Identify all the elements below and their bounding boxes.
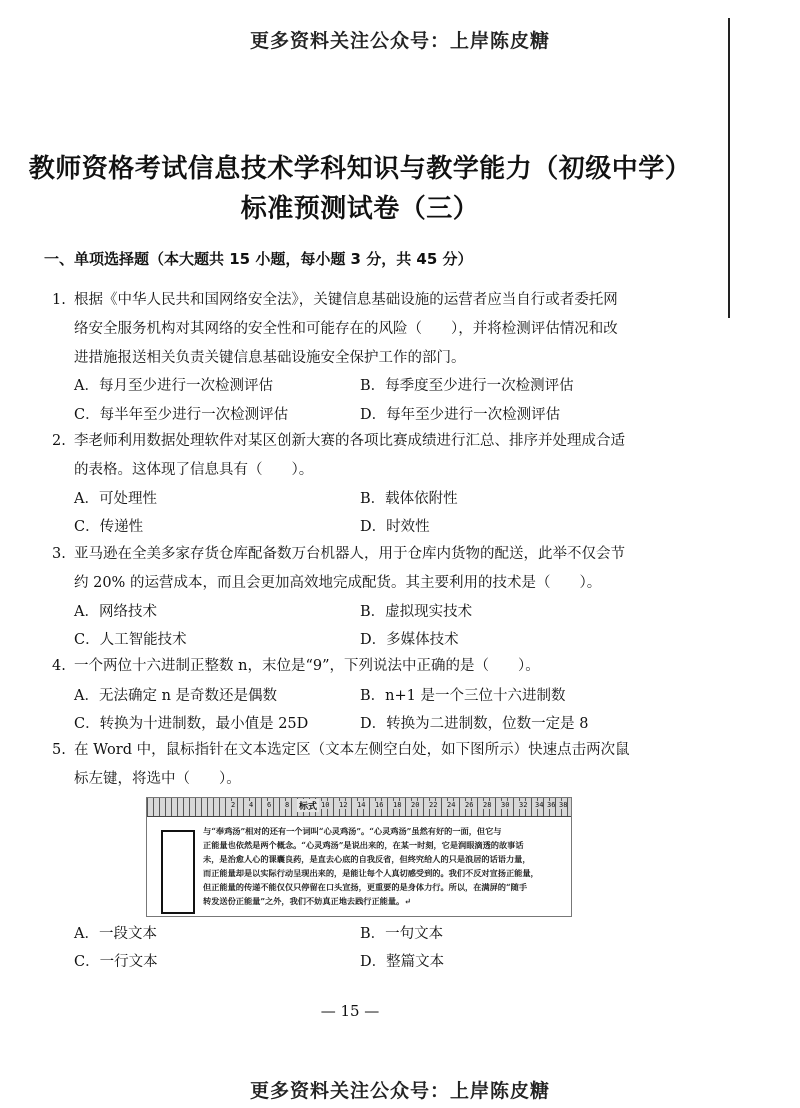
ruler-number: 12: [339, 801, 348, 809]
question-text: 络安全服务机构对其网络的安全性和可能存在的风险（ ），并将检测评估情况和改: [74, 321, 618, 337]
ruler-number: 14: [357, 801, 366, 809]
question-number: 3.: [52, 546, 66, 562]
paragraph-line: 与“奉鸡汤”相对的还有一个词叫“心灵鸡汤”。“心灵鸡汤”虽然有好的一面，但它与: [203, 826, 502, 836]
paragraph-line: 正能量也依然是两个概念。“心灵鸡汤”是说出来的，在某一时刻，它是润眼滴透的故事话: [203, 840, 524, 850]
question-text: 根据《中华人民共和国网络安全法》，关键信息基础设施的运营者应当自行或者委托网: [74, 292, 618, 308]
question-2: [52, 427, 672, 485]
ruler-number: 32: [519, 801, 528, 809]
ruler-number: 36: [547, 801, 556, 809]
exam-subtitle: 标准预测试卷（三）: [240, 194, 480, 224]
question-number: 1.: [52, 292, 66, 308]
question-number: 2.: [52, 433, 66, 449]
option-d: D．转换为二进制数，位数一定是 8: [360, 716, 589, 732]
option-a: A．网络技术: [74, 604, 157, 620]
paragraph-line: 而正能量却是以实际行动呈现出来的，是能让每个人真切感受到的。我们不反对宣扬正能量，: [203, 868, 539, 878]
ruler-number: 20: [411, 801, 420, 809]
option-d: D．整篇文本: [360, 954, 445, 970]
watermark-top: 更多资料关注公众号：上岸陈皮糖: [249, 30, 550, 52]
exam-title: 教师资格考试信息技术学科知识与教学能力（初级中学）: [28, 154, 692, 184]
ruler-number: 34: [535, 801, 544, 809]
option-c: C．转换为十进制数，最小值是 25D: [74, 716, 309, 732]
ruler-number: 2: [231, 801, 236, 809]
page-number: — 15 —: [320, 1002, 380, 1020]
ruler-number: 6: [267, 801, 272, 809]
option-a: A．无法确定 n 是奇数还是偶数: [74, 688, 278, 704]
question-text: 一个两位十六进制正整数 n，末位是“9”，下列说法中正确的是（ ）。: [74, 658, 540, 674]
question-1: [52, 286, 672, 373]
option-b: B．每季度至少进行一次检测评估: [360, 378, 574, 394]
option-d: D．时效性: [360, 519, 430, 535]
question-text: 约 20% 的运营成本，而且会更加高效地完成配货。其主要利用的技术是（ ）。: [74, 575, 602, 591]
ruler-style-label: 标式: [297, 799, 319, 812]
paragraph-line: 转发送份正能量”之外，我们不妨真正地去践行正能量。↵: [203, 896, 412, 906]
option-b: B．一句文本: [360, 926, 444, 942]
ruler-number: 22: [429, 801, 438, 809]
question-4: [52, 652, 672, 681]
page-edge-line: [728, 18, 730, 318]
question-text: 亚马逊在全美多家存货仓库配备数万台机器人，用于仓库内货物的配送，此举不仅会节: [74, 546, 625, 562]
option-d: D．多媒体技术: [360, 632, 459, 648]
option-c: C．一行文本: [74, 954, 158, 970]
question-3: [52, 540, 672, 598]
ruler-number: 28: [483, 801, 492, 809]
question-text: 的表格。这体现了信息具有（ ）。: [74, 462, 314, 478]
question-text: 进措施报送相关负责关键信息基础设施安全保护工作的部门。: [74, 350, 466, 366]
question-number: 5.: [52, 742, 66, 758]
option-a: A．可处理性: [74, 491, 157, 507]
section-heading: 一、单项选择题（本大题共 15 小题，每小题 3 分，共 45 分）: [44, 250, 473, 268]
option-d: D．每年至少进行一次检测评估: [360, 407, 561, 423]
option-b: B．虚拟现实技术: [360, 604, 473, 620]
paragraph-line: 未，是治愈人心的课囊良药，是直去心底的自我反省，但终究给人的只是浪居的话语力量，: [203, 854, 531, 864]
ruler-number: 26: [465, 801, 474, 809]
question-text: 在 Word 中，鼠标指针在文本选定区（文本左侧空白处，如下图所示）快速点击两次鼠: [74, 742, 630, 758]
option-a: A．每月至少进行一次检测评估: [74, 378, 273, 394]
word-screenshot-figure: [146, 797, 572, 917]
question-text: 标左键，将选中（ ）。: [74, 771, 241, 787]
option-a: A．一段文本: [74, 926, 157, 942]
ruler-number: 16: [375, 801, 384, 809]
selection-area-highlight: [161, 830, 195, 914]
question-text: 李老师利用数据处理软件对某区创新大赛的各项比赛成绩进行汇总、排序并处理成合适: [74, 433, 625, 449]
ruler-number: 24: [447, 801, 456, 809]
ruler-number: 30: [501, 801, 510, 809]
option-c: C．每半年至少进行一次检测评估: [74, 407, 289, 423]
option-b: B．n+1 是一个三位十六进制数: [360, 688, 566, 704]
sample-paragraph: [203, 824, 563, 908]
question-number: 4.: [52, 658, 66, 674]
ruler-number: 8: [285, 801, 290, 809]
option-c: C．人工智能技术: [74, 632, 187, 648]
question-5: [52, 736, 672, 794]
ruler-number: 4: [249, 801, 254, 809]
ruler-bar: [147, 798, 571, 817]
option-b: B．载体依附性: [360, 491, 458, 507]
ruler-number: 18: [393, 801, 402, 809]
option-c: C．传递性: [74, 519, 144, 535]
watermark-bottom: 更多资料关注公众号：上岸陈皮糖: [249, 1080, 550, 1102]
ruler-number: 10: [321, 801, 330, 809]
ruler-number: 38: [559, 801, 568, 809]
paragraph-line: 但正能量的传递不能仅仅只停留在口头宣扬，更重要的是身体力行。所以，在满屏的“随手: [203, 882, 528, 892]
